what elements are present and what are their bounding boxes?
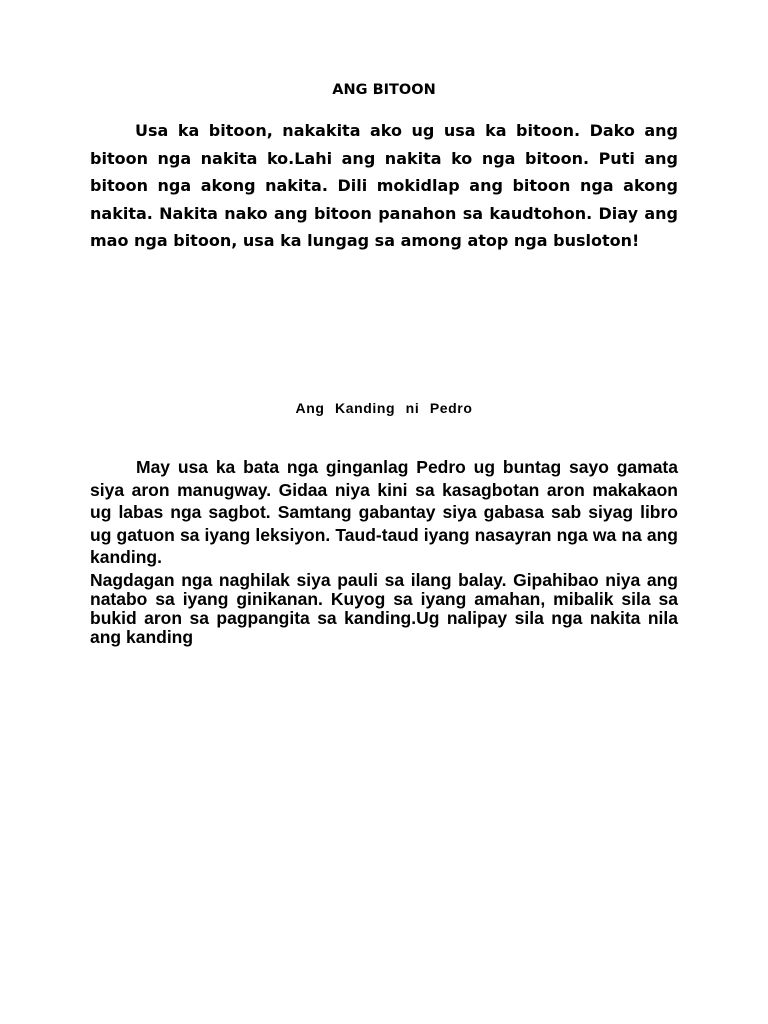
story2-paragraph-2: Nagdagan nga naghilak siya pauli sa ilang balay. Gipahibao niya ang natabo sa iyang ginikanan. Kuyog sa iyang amahan, mibalik sila sa bukid aron sa pagpangita sa kanding.Ug nalipay sila nga nakita nila ang kanding [90,570,678,647]
story1-paragraph: Usa ka bitoon, nakakita ako ug usa ka bitoon. Dako ang bitoon nga nakita ko.Lahi ang nakita ko nga bitoon. Puti ang bitoon nga akong nakita. Dili mokidlap ang bitoon nga akong nakita. Nakita nako ang bitoon panahon sa kaudtohon. Diay ang mao nga bitoon, usa ka lungag sa among atop nga busloton! [90,121,678,250]
story2-title: Ang Kanding ni Pedro [295,400,473,416]
story2-paragraph-1: May usa ka bata nga ginganlag Pedro ug buntag sayo gamata siya aron manugway. Gidaa niya kini sa kasagbotan aron makakaon ug labas nga sagbot. Samtang gabantay siya gabasa sab siyag libro ug gatuon sa iyang leksiyon. Taud-taud iyang nasayran nga wa na ang kanding. [90,457,678,567]
story1-title: ANG BITOON [332,82,436,98]
